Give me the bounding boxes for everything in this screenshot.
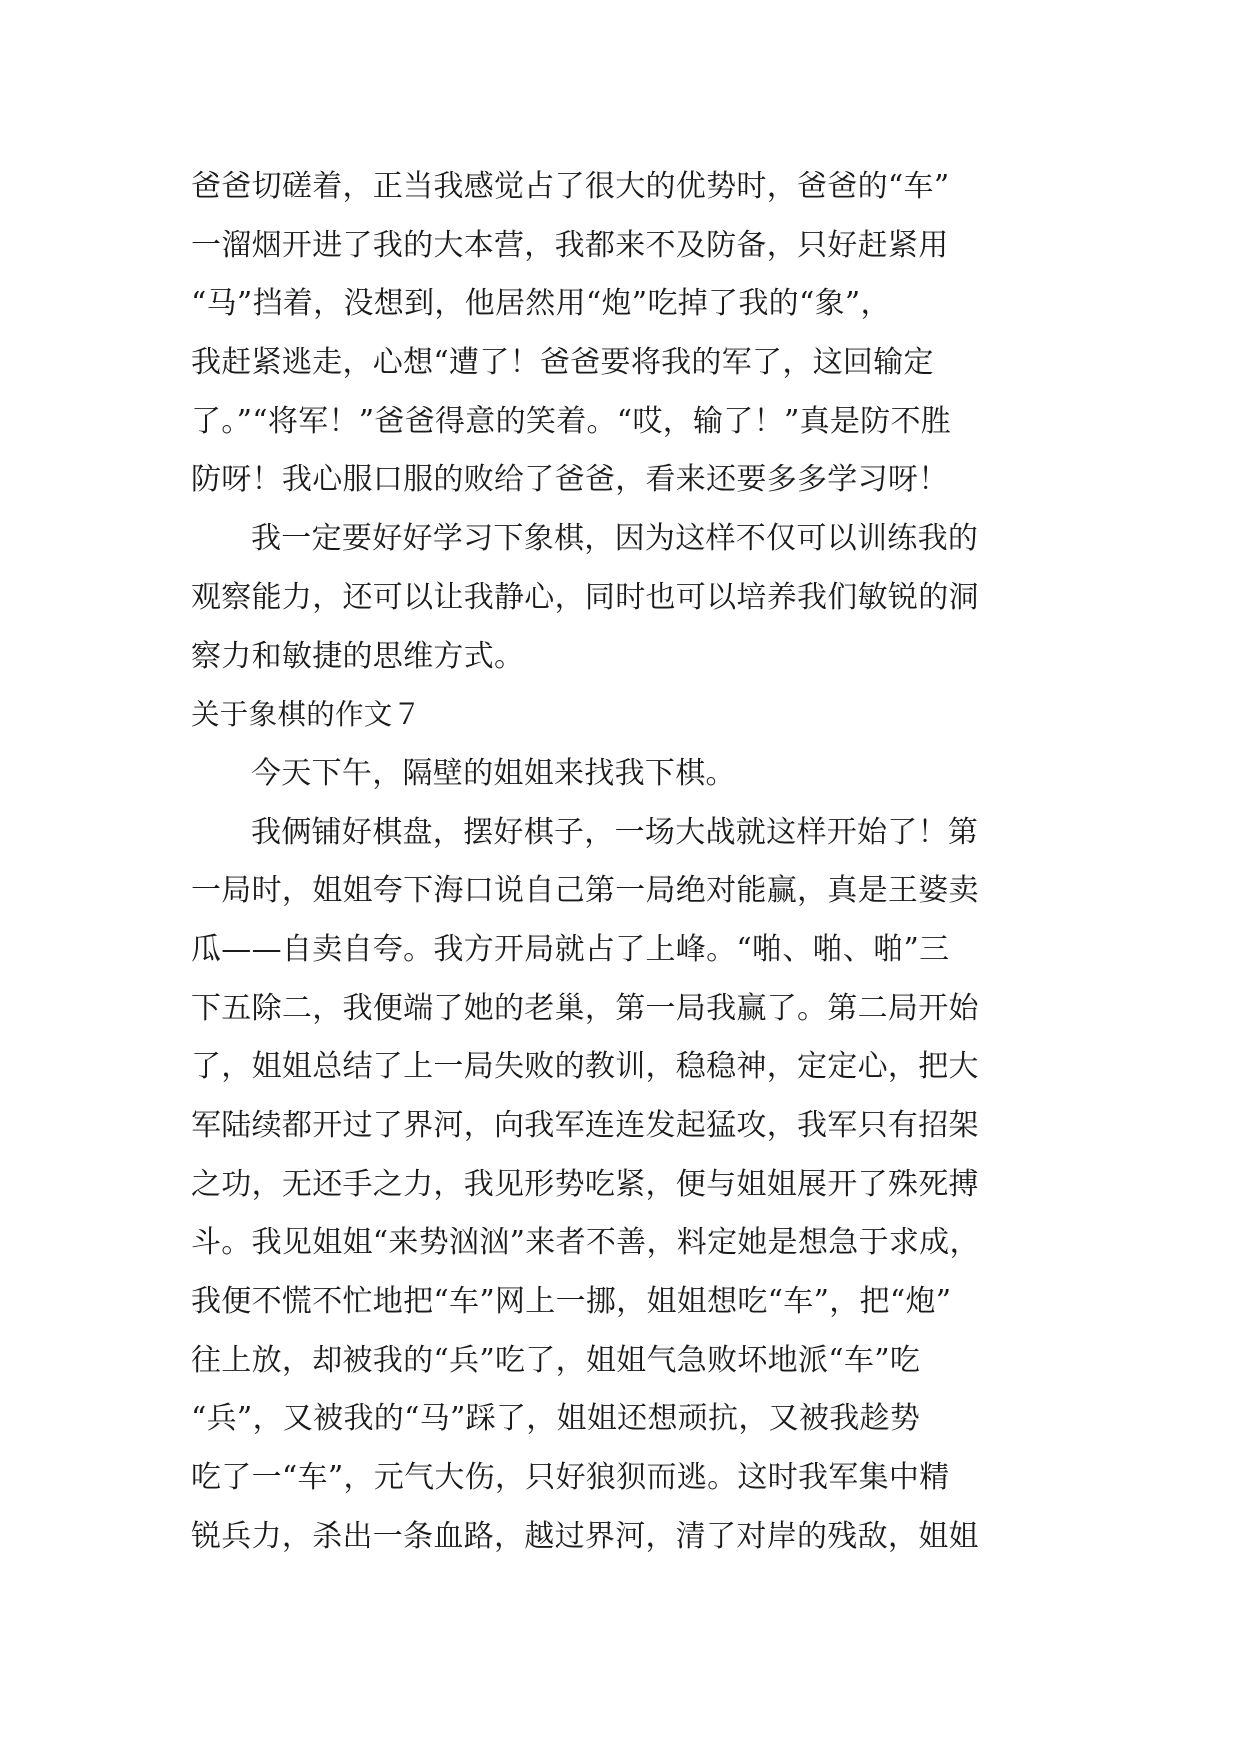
text-line: 之功，无还手之力，我见形势吃紧，便与姐姐展开了殊死搏 (191, 1166, 979, 1202)
text-line: 我赶紧逃走，心想“遭了！爸爸要将我的军了，这回输定 (191, 345, 934, 381)
text-line: 一局时，姐姐夸下海口说自己第一局绝对能赢，真是王婆卖 (191, 873, 979, 909)
text-line: 斗。我见姐姐“来势汹汹”来者不善，料定她是想急于求成， (191, 1225, 980, 1261)
text-line: 瓜——自卖自夸。我方开局就占了上峰。“啪、啪、啪”三 (191, 931, 950, 967)
text-line: 吃了一“车”，元气大伤，只好狼狈而逃。这时我军集中精 (191, 1460, 950, 1496)
text-line: 我便不慌不忙地把“车”网上一挪，姐姐想吃“车”，把“炮” (191, 1284, 952, 1320)
text-line: 我一定要好好学习下象棋，因为这样不仅可以训练我的 (251, 521, 979, 557)
paragraph-game (191, 804, 1051, 1567)
document-body (191, 158, 1051, 1567)
text-line: 军陆续都开过了界河，向我军连连发起猛攻，我军只有招架 (191, 1108, 979, 1143)
paragraph-top-continuation (191, 158, 1051, 510)
section-heading: 关于象棋的作文７ (191, 698, 422, 732)
text-line: 了。”“将军！”爸爸得意的笑着。“哎，输了！”真是防不胜 (191, 403, 952, 439)
text-line: 往上放，却被我的“兵”吃了，姐姐气急败坏地派“车”吃 (191, 1342, 921, 1378)
text-line: 我俩铺好棋盘，摆好棋子，一场大战就这样开始了！第 (251, 814, 979, 850)
text-line: 锐兵力，杀出一条血路，越过界河，清了对岸的残敌，姐姐 (191, 1518, 979, 1554)
text-line: 下五除二，我便端了她的老巢，第一局我赢了。第二局开始 (191, 990, 979, 1026)
text-line: 防呀！我心服口服的败给了爸爸，看来还要多多学习呀！ (191, 462, 949, 498)
text-line: “马”挡着，没想到，他居然用“炮”吃掉了我的“象”， (191, 286, 891, 322)
text-line: 了，姐姐总结了上一局失败的教训，稳稳神，定定心，把大 (191, 1049, 979, 1085)
text-line: 观察能力，还可以让我静心，同时也可以培养我们敏锐的洞 (191, 579, 979, 615)
text-line: 一溜烟开进了我的大本营，我都来不及防备，只好赶紧用 (191, 227, 949, 263)
text-line: 察力和敏捷的思维方式。 (191, 638, 525, 674)
text-line: 爸爸切磋着，正当我感觉占了很大的优势时，爸爸的“车” (191, 169, 950, 204)
paragraph-conclusion (191, 510, 1051, 686)
text-line: 今天下午，隔壁的姐姐来找我下棋。 (251, 755, 736, 791)
paragraph-intro (191, 745, 1051, 804)
text-line: “兵”，又被我的“马”踩了，姐姐还想顽抗，又被我趁势 (191, 1401, 921, 1437)
